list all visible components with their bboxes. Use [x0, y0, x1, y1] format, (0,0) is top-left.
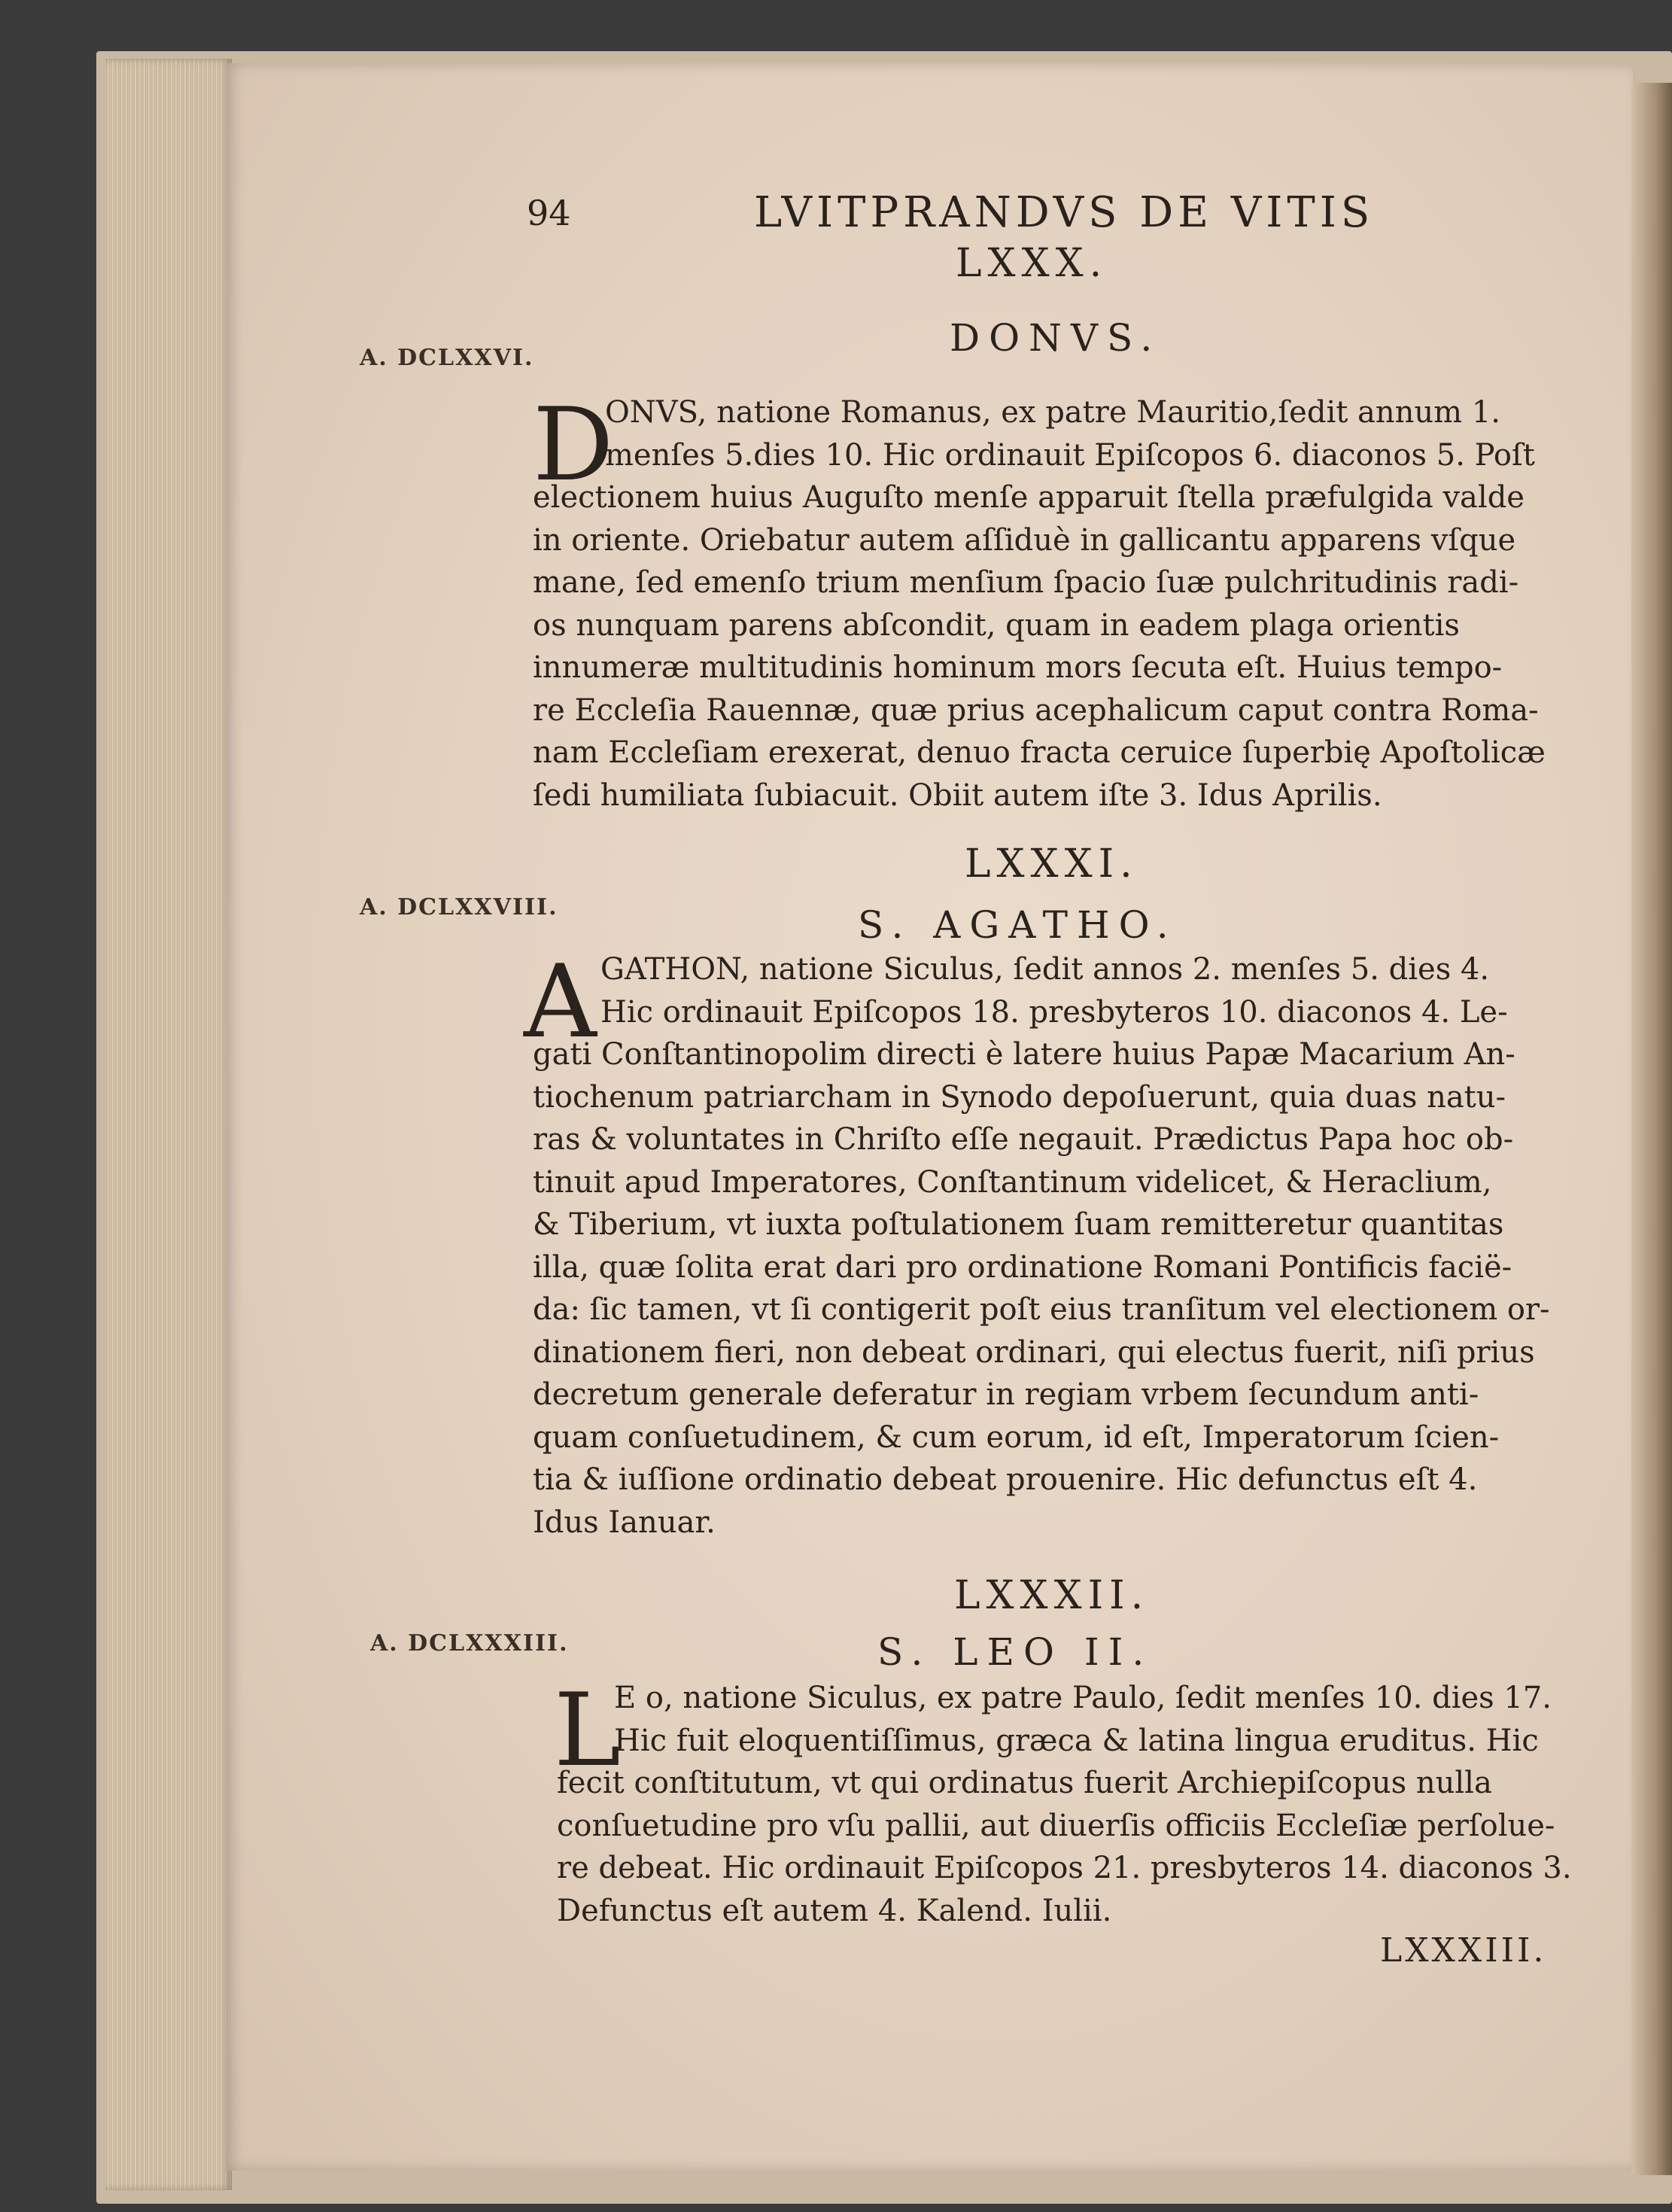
text-line: re Eccleſia Rauennæ, quæ prius acephalicum caput contra Roma-	[533, 692, 1539, 728]
drop-cap-initial: D	[533, 386, 614, 504]
pope-title: S. AGATHO.	[858, 903, 1178, 947]
text-line: ſedi humiliata ſubiacuit. Obiit autem iſte 3. Idus Aprilis.	[533, 777, 1382, 813]
text-line: mane, ſed emenſo trium menſium ſpacio ſuæ pulchritudinis radi-	[533, 565, 1519, 600]
text-line: tiochenum patriarcham in Synodo depoſuerunt, quia duas natu-	[533, 1079, 1506, 1115]
chapter-numeral: LXXXI.	[965, 841, 1138, 887]
text-line: in oriente. Oriebatur autem aſſiduè in gallicantu apparens vſque	[533, 522, 1516, 558]
pope-title: DONVS.	[950, 316, 1162, 360]
text-line: illa, quæ ſolita erat dari pro ordinatione Romani Pontificis facië-	[533, 1249, 1512, 1285]
text-line: Hic fuit eloquentiſſimus, græca & latina lingua eruditus. Hic	[614, 1723, 1539, 1758]
text-line: tinuit apud Imperatores, Conſtantinum videlicet, & Heraclium,	[533, 1164, 1492, 1200]
text-line: decretum generale deferatur in regiam vrbem ſecundum anti-	[533, 1377, 1479, 1412]
text-line: ONVS, natione Romanus, ex patre Mauritio,ſedit annum 1.	[605, 395, 1500, 430]
text-line: tia & iuſſione ordinatio debeat prouenire. Hic defunctus eſt 4.	[533, 1462, 1478, 1497]
text-line: Defunctus eſt autem 4. Kalend. Iulii.	[557, 1893, 1112, 1928]
page-number: 94	[527, 193, 571, 233]
text-line: os nunquam parens abſcondit, quam in eadem plaga orientis	[533, 607, 1460, 643]
section-text	[533, 386, 1546, 817]
drop-cap-initial: A	[524, 943, 597, 1060]
text-line: E o, natione Siculus, ex patre Paulo, ſedit menſes 10. dies 17.	[614, 1681, 1552, 1715]
page-edges	[105, 59, 232, 2190]
chapter-numeral: LXXXII.	[954, 1573, 1150, 1618]
book-gutter	[1631, 83, 1672, 2175]
pope-title: S. LEO II.	[877, 1630, 1154, 1674]
text-line: conſuetudine pro vſu pallii, aut diuerſis officiis Eccleſiæ perſolue-	[557, 1808, 1555, 1843]
margin-year: A. DCLXXVIII.	[360, 894, 558, 920]
text-line: nam Eccleſiam erexerat, denuo fracta ceruice ſuperbię Apoſtolicæ	[533, 735, 1546, 770]
text-line: innumeræ multitudinis hominum mors ſecuta eſt. Huius tempo-	[533, 650, 1503, 685]
text-line: quam conſuetudinem, & cum eorum, id eſt, Imperatorum ſcien-	[533, 1419, 1500, 1455]
text-line: dinationem fieri, non debeat ordinari, qui electus fuerit, niſi prius	[533, 1334, 1535, 1370]
margin-year: A. DCLXXVI.	[360, 345, 534, 371]
running-title: LVITPRANDVS DE VITIS	[754, 188, 1375, 237]
text-line: menſes 5.dies 10. Hic ordinauit Epiſcopos 6. diaconos 5. Poſt	[605, 437, 1535, 473]
chapter-numeral: LXXX.	[956, 241, 1108, 286]
text-line: Idus Ianuar.	[533, 1505, 716, 1540]
text-line: Hic ordinauit Epiſcopos 18. presbyteros 10. diaconos 4. Le-	[600, 994, 1508, 1030]
text-line: gati Conſtantinopolim directi è latere huius Papæ Macarium An-	[533, 1037, 1515, 1072]
catchword: LXXXIII.	[1380, 1931, 1547, 1970]
margin-year: A. DCLXXXIII.	[370, 1630, 569, 1657]
text-line: GATHON, natione Siculus, ſedit annos 2. menſes 5. dies 4.	[600, 952, 1490, 987]
section-text	[533, 948, 1550, 1544]
section-text	[557, 1677, 1572, 1932]
text-line: electionem huius Auguſto menſe apparuit ſtella præfulgida valde	[533, 480, 1525, 515]
text-line: fecit conſtitutum, vt qui ordinatus fuerit Archiepiſcopus nulla	[557, 1766, 1492, 1800]
drop-cap-initial: L	[554, 1672, 621, 1789]
text-line: re debeat. Hic ordinauit Epiſcopos 21. presbyteros 14. diaconos 3.	[557, 1851, 1572, 1885]
text-line: ras & voluntates in Chriſto eſſe negauit. Prædictus Papa hoc ob-	[533, 1122, 1514, 1157]
text-line: & Tiberium, vt iuxta poſtulationem ſuam remitteretur quantitas	[533, 1207, 1504, 1242]
text-line: da: ſic tamen, vt ſi contigerit poſt eius tranſitum vel electionem or-	[533, 1292, 1550, 1327]
